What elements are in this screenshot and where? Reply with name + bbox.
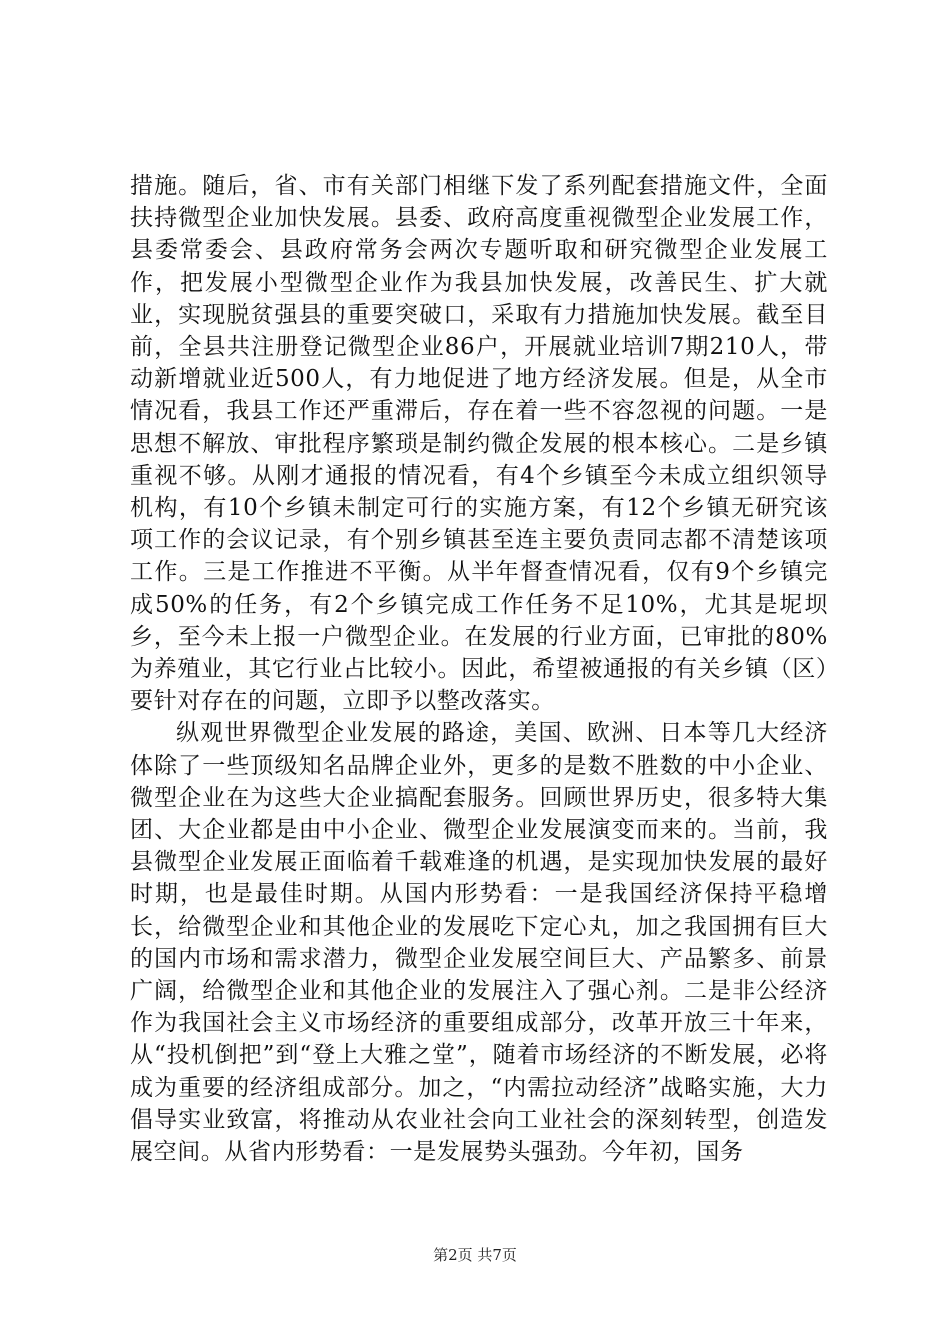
document-body xyxy=(130,170,828,1168)
paragraph-1: 措施。随后，省、市有关部门相继下发了系列配套措施文件，全面扶持微型企业加快发展。县委、政府高度重视微型企业发展工作，县委常委会、县政府常务会两次专题听取和研究微型企业发展工作，把发展小型微型企业作为我县加快发展，改善民生、扩大就业，实现脱贫强县的重要突破口，采取有力措施加快发展。截至目前，全县共注册登记微型企业86户，开展就业培训7期210人，带动新增就业近500人，有力地促进了地方经济发展。但是，从全市情况看，我县工作还严重滞后，存在着一些不容忽视的问题。一是思想不解放、审批程序繁琐是制约微企发展的根本核心。二是乡镇重视不够。从刚才通报的情况看，有4个乡镇至今未成立组织领导机构，有10个乡镇未制定可行的实施方案，有12个乡镇无研究该项工作的会议记录，有个别乡镇甚至连主要负责同志都不清楚该项工作。三是工作推进不平衡。从半年督查情况看，仅有9个乡镇完成50%的任务，有2个乡镇完成工作任务不足10%，尤其是坭坝乡，至今未上报一户微型企业。在发展的行业方面，已审批的80%为养殖业，其它行业占比较小。因此，希望被通报的有关乡镇（区）要针对存在的问题，立即予以整改落实。 xyxy=(130,173,828,715)
page-footer: 第2页 共7页 xyxy=(433,1246,517,1264)
paragraph-2: 纵观世界微型企业发展的路途，美国、欧洲、日本等几大经济体除了一些顶级知名品牌企业外，更多的是数不胜数的中小企业、微型企业在为这些大企业搞配套服务。回顾世界历史，很多特大集团、大企业都是由中小企业、微型企业发展演变而来的。当前，我县微型企业发展正面临着千载难逢的机遇，是实现加快发展的最好时期，也是最佳时期。从国内形势看：一是我国经济保持平稳增长，给微型企业和其他企业的发展吃下定心丸，加之我国拥有巨大的国内市场和需求潜力，微型企业发展空间巨大、产品繁多、前景广阔，给微型企业和其他企业的发展注入了强心剂。二是非公经济作为我国社会主义市场经济的重要组成部分，改革开放三十年来，从“投机倒把”到“登上大雅之堂”，随着市场经济的不断发展，必将成为重要的经济组成部分。加之，“内需拉动经济”战略实施，大力倡导实业致富，将推动从农业社会向工业社会的深刻转型，创造发展空间。从省内形势看：一是发展势头强劲。今年初，国务 xyxy=(130,720,828,1166)
